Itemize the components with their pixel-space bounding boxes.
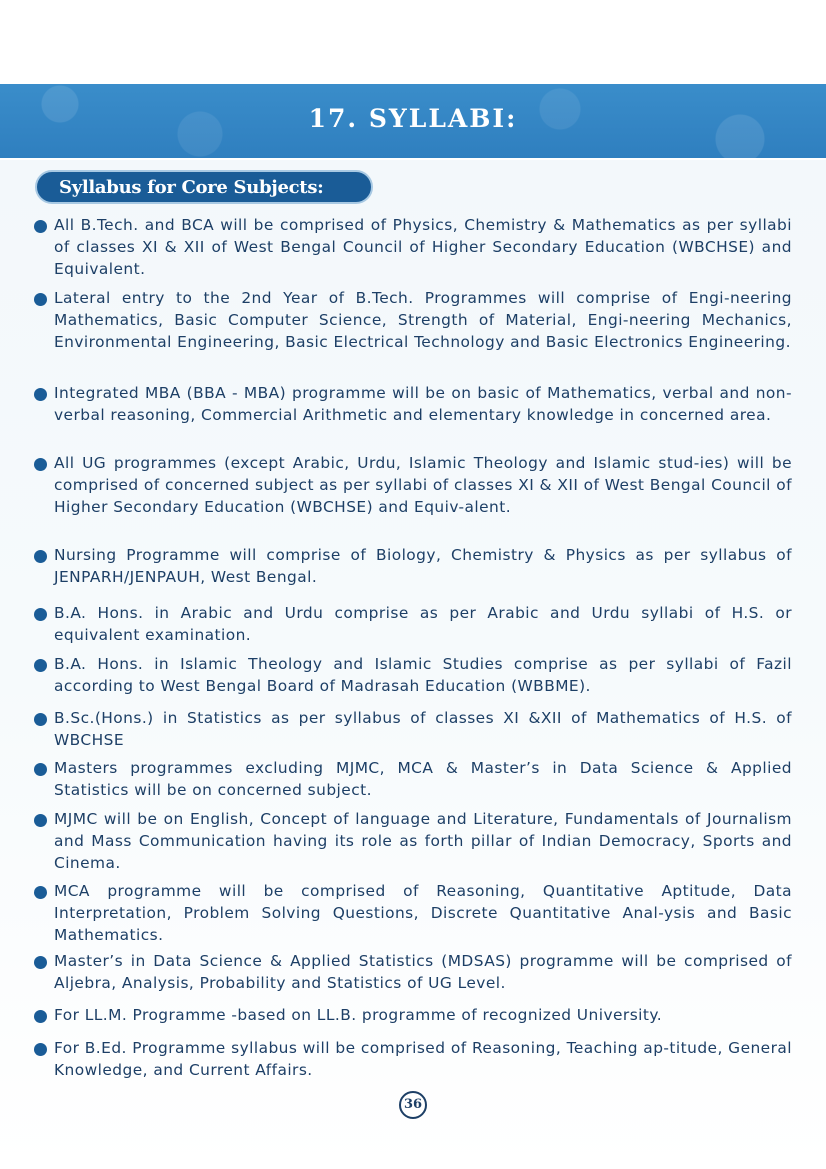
- list-item-text: Masters programmes excluding MJMC, MCA & Master’s in Data Science & Applied Statistics will be on concerned subject.: [54, 759, 792, 799]
- bullet-icon: [34, 886, 47, 899]
- bullet-icon: [34, 388, 47, 401]
- list-item-text: For LL.M. Programme -based on LL.B. programme of recognized University.: [54, 1006, 663, 1024]
- bullet-icon: [34, 550, 47, 563]
- list-item-text: Integrated MBA (BBA - MBA) programme will be on basic of Mathematics, verbal and non-verbal reasoning, Commercial Arithmetic and elementary knowledge in concerned area.: [54, 384, 792, 424]
- list-item-text: MJMC will be on English, Concept of language and Literature, Fundamentals of Journalism and Mass Communication having its role as forth pillar of Indian Democracy, Sports and Cinema.: [54, 810, 792, 872]
- list-item-text: B.A. Hons. in Islamic Theology and Islamic Studies comprise as per syllabi of Fazil according to West Bengal Board of Madrasah Education (WBBME).: [54, 655, 792, 695]
- bullet-icon: [34, 956, 47, 969]
- list-item-text: All B.Tech. and BCA will be comprised of Physics, Chemistry & Mathematics as per syllabi of classes XI & XII of West Bengal Council of Higher Secondary Education (WBCHSE) and Equivalent.: [54, 216, 792, 278]
- list-item-text: Nursing Programme will comprise of Biology, Chemistry & Physics as per syllabus of JENPARH/JENPAUH, West Bengal.: [54, 546, 792, 586]
- list-item-text: Master’s in Data Science & Applied Statistics (MDSAS) programme will be comprised of Aljebra, Analysis, Probability and Statistics of UG Level.: [54, 952, 792, 992]
- bullet-icon: [34, 220, 47, 233]
- bullet-icon: [34, 713, 47, 726]
- bullet-icon: [34, 458, 47, 471]
- bullet-icon: [34, 1010, 47, 1023]
- list-item-text: All UG programmes (except Arabic, Urdu, Islamic Theology and Islamic stud-ies) will be comprised of concerned subject as per syllabi of classes XI & XII of West Bengal Council of Higher Secondary Education (WBCHSE) and Equiv-alent.: [54, 454, 792, 516]
- list-item-text: Lateral entry to the 2nd Year of B.Tech. Programmes will comprise of Engi-neering Mathematics, Basic Computer Science, Strength of Material, Engi-neering Mechanics, Environmental Engineering, Basic Electrical Technology and Basic Electronics Engineering.: [54, 289, 792, 351]
- page-number: 36: [399, 1091, 427, 1119]
- list-item-text: B.Sc.(Hons.) in Statistics as per syllabus of classes XI &XII of Mathematics of H.S. of WBCHSE: [54, 709, 792, 749]
- list-item-text: MCA programme will be comprised of Reasoning, Quantitative Aptitude, Data Interpretation, Problem Solving Questions, Discrete Quantitative Anal-ysis and Basic Mathematics.: [54, 882, 792, 944]
- section-header-banner: [0, 84, 826, 158]
- bullet-icon: [34, 293, 47, 306]
- bullet-icon: [34, 763, 47, 776]
- bullet-icon: [34, 1043, 47, 1056]
- bullet-icon: [34, 814, 47, 827]
- subsection-heading-label: Syllabus for Core Subjects:: [59, 177, 324, 198]
- bullet-icon: [34, 659, 47, 672]
- list-item-text: B.A. Hons. in Arabic and Urdu comprise as per Arabic and Urdu syllabi of H.S. or equivalent examination.: [54, 604, 792, 644]
- bullet-icon: [34, 608, 47, 621]
- page-title: 17. SYLLABI:: [308, 104, 518, 133]
- list-item-text: For B.Ed. Programme syllabus will be comprised of Reasoning, Teaching ap-titude, General Knowledge, and Current Affairs.: [54, 1039, 792, 1079]
- subsection-heading: [35, 170, 373, 204]
